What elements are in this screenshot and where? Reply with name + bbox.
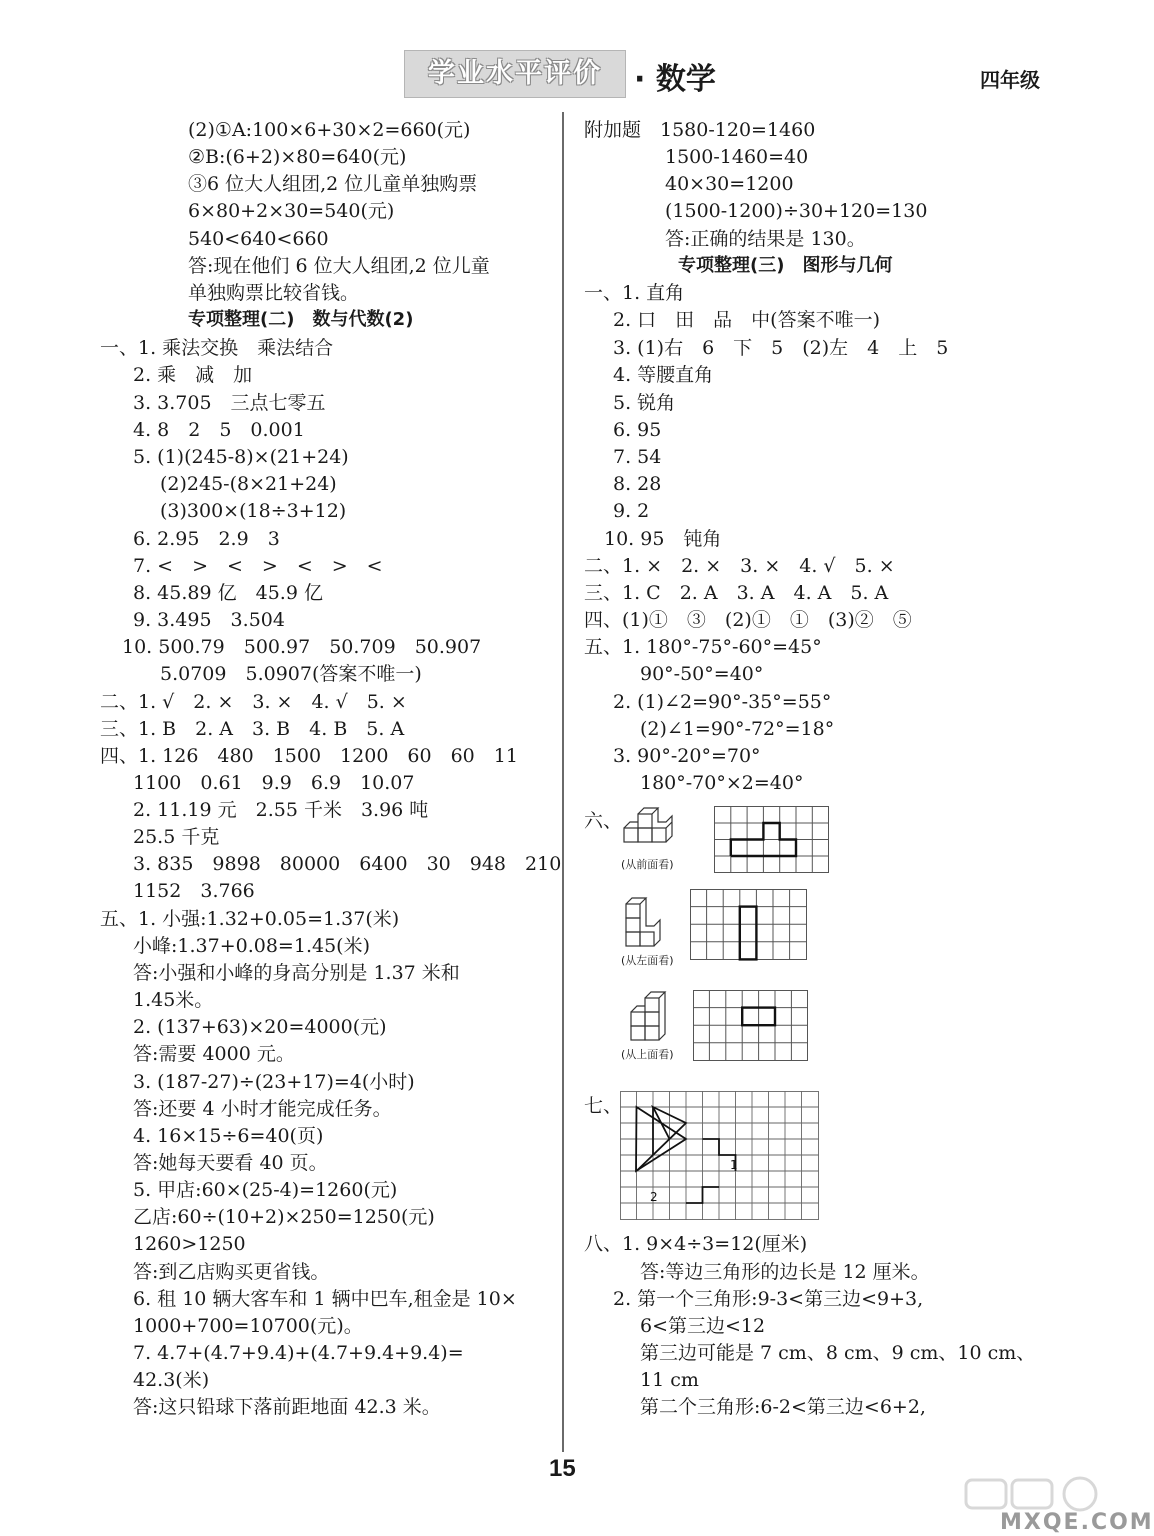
answer-line: 2. (1)∠2=90°-35°=55° xyxy=(613,691,832,713)
answer-line: 4. 等腰直角 xyxy=(613,364,714,386)
answer-line: 二、1. × 2. × 3. × 4. √ 5. × xyxy=(584,555,895,577)
view-caption: (从上面看) xyxy=(621,1048,674,1061)
answer-line: 乙店:60÷(10+2)×250=1250(元) xyxy=(133,1206,435,1228)
header-grade: 四年级 xyxy=(980,68,1040,92)
answer-line: 6. 2.95 2.9 3 xyxy=(133,528,280,550)
answer-line: 3. (1)右 6 下 5 (2)左 4 上 5 xyxy=(613,337,949,359)
answer-line: 2. 11.19 元 2.55 千米 3.96 吨 xyxy=(133,799,429,821)
answer-line: 5.0709 5.0907(答案不唯一) xyxy=(160,663,422,685)
answer-line: 3. 835 9898 80000 6400 30 948 210 xyxy=(133,853,562,875)
answer-line: 附加题 1580-120=1460 xyxy=(584,119,816,141)
answer-line: 一、1. 直角 xyxy=(584,282,685,304)
answer-line: 7. 54 xyxy=(613,446,662,468)
answer-line: 1100 0.61 9.9 6.9 10.07 xyxy=(133,772,415,794)
answer-line: 3. 90°-20°=70° xyxy=(613,745,761,767)
answer-line: 1260>1250 xyxy=(133,1233,246,1255)
answer-line: 90°-50°=40° xyxy=(640,663,764,685)
answer-line: 第三边可能是 7 cm、8 cm、9 cm、10 cm、 xyxy=(640,1342,1036,1364)
answer-line: 答:需要 4000 元。 xyxy=(133,1043,295,1065)
answer-line: 1500-1460=40 xyxy=(665,146,809,168)
answer-line: 180°-70°×2=40° xyxy=(640,772,804,794)
answer-line: 八、1. 9×4÷3=12(厘米) xyxy=(584,1233,808,1255)
answer-line: (2)245-(8×21+24) xyxy=(160,473,337,495)
answer-line: 2. 第一个三角形:9-3<第三边<9+3, xyxy=(613,1288,924,1310)
answer-line: 1000+700=10700(元)。 xyxy=(133,1315,363,1337)
front-view-grid xyxy=(714,806,830,874)
answer-line: 2. (137+63)×20=4000(元) xyxy=(133,1016,387,1038)
answer-line: 二、1. √ 2. × 3. × 4. √ 5. × xyxy=(100,691,407,713)
answer-line: ③6 位大人组团,2 位儿童单独购票 xyxy=(188,173,478,195)
answer-line: 5. (1)(245-8)×(21+24) xyxy=(133,446,349,468)
transformation-grid xyxy=(620,1091,820,1221)
view-caption: (从左面看) xyxy=(621,954,674,967)
answer-line: 10. 95 钝角 xyxy=(604,528,722,550)
answer-line: 答:等边三角形的边长是 12 厘米。 xyxy=(640,1261,930,1283)
answer-line: 540<640<660 xyxy=(188,228,329,250)
cube-stack-figure xyxy=(624,896,664,950)
answer-line: 五、1. 180°-75°-60°=45° xyxy=(584,636,822,658)
header-subject: · 数学 xyxy=(634,62,716,97)
answer-line: 小峰:1.37+0.08=1.45(米) xyxy=(133,935,370,957)
answer-line: 42.3(米) xyxy=(133,1369,210,1391)
column-divider xyxy=(562,112,564,1452)
answer-line: 三、1. C 2. A 3. A 4. A 5. A xyxy=(584,582,889,604)
answer-line: 一、1. 乘法交换 乘法结合 xyxy=(100,337,334,359)
answer-line: 5. 锐角 xyxy=(613,392,676,414)
answer-line: 7. < > < > < > < xyxy=(133,555,383,577)
answer-line: 三、1. B 2. A 3. B 4. B 5. A xyxy=(100,718,405,740)
section-heading: 专项整理(二) 数与代数(2) xyxy=(188,309,414,330)
answer-line: (2)∠1=90°-72°=18° xyxy=(640,718,835,740)
answer-line: 8. 45.89 亿 45.9 亿 xyxy=(133,582,323,604)
answer-line: 6. 95 xyxy=(613,419,662,441)
answer-line: 10. 500.79 500.97 50.709 50.907 xyxy=(122,636,482,658)
answer-line: 答:还要 4 小时才能完成任务。 xyxy=(133,1098,392,1120)
answer-line: 答:现在他们 6 位大人组团,2 位儿童 xyxy=(188,255,490,277)
answer-line: 四、(1)① ③ (2)① ① (3)② ⑤ xyxy=(584,609,912,631)
left-view-grid xyxy=(690,889,808,961)
section-heading: 专项整理(三) 图形与几何 xyxy=(678,255,893,276)
answer-line: 四、1. 126 480 1500 1200 60 60 11 xyxy=(100,745,518,767)
answer-line: ②B:(6+2)×80=640(元) xyxy=(188,146,407,168)
answer-line: 9. 2 xyxy=(613,500,650,522)
answer-line: 5. 甲店:60×(25-4)=1260(元) xyxy=(133,1179,398,1201)
answer-line: 8. 28 xyxy=(613,473,662,495)
watermark-text: MXQE.COM xyxy=(1000,1510,1154,1535)
answer-line: (2)①A:100×6+30×2=660(元) xyxy=(188,119,471,141)
answer-line: 答:到乙店购买更省钱。 xyxy=(133,1261,330,1283)
grid-mark: 2 xyxy=(650,1190,658,1204)
answer-line: 2. 乘 减 加 xyxy=(133,364,253,386)
answer-line: 11 cm xyxy=(640,1369,699,1391)
answer-line: 答:小强和小峰的身高分别是 1.37 米和 xyxy=(133,962,460,984)
answer-line: 单独购票比较省钱。 xyxy=(188,282,360,304)
answer-line: 第二个三角形:6-2<第三边<6+2, xyxy=(640,1396,926,1418)
answer-line: 7. 4.7+(4.7+9.4)+(4.7+9.4+9.4)= xyxy=(133,1342,464,1364)
header-banner: 学业水平评价 xyxy=(404,50,626,98)
answer-line: 4. 8 2 5 0.001 xyxy=(133,419,305,441)
answer-line: 答:这只铅球下落前距地面 42.3 米。 xyxy=(133,1396,441,1418)
answer-line: 25.5 千克 xyxy=(133,826,220,848)
answer-line: (3)300×(18÷3+12) xyxy=(160,500,347,522)
grid-mark: 1 xyxy=(730,1158,738,1172)
answer-line: 五、1. 小强:1.32+0.05=1.37(米) xyxy=(100,908,400,930)
view-caption: (从前面看) xyxy=(621,858,674,871)
page-number: 15 xyxy=(549,1455,576,1482)
answer-line: 4. 16×15÷6=40(页) xyxy=(133,1125,324,1147)
answer-line: 答:她每天要看 40 页。 xyxy=(133,1152,328,1174)
section6-label: 六、 xyxy=(584,810,623,832)
answer-line: 3. 3.705 三点七零五 xyxy=(133,392,326,414)
answer-line: 6. 租 10 辆大客车和 1 辆中巴车,租金是 10× xyxy=(133,1288,517,1310)
top-view-grid xyxy=(693,990,809,1062)
answer-line: 6<第三边<12 xyxy=(640,1315,766,1337)
answer-line: 1.45米。 xyxy=(133,989,214,1011)
answer-line: 6×80+2×30=540(元) xyxy=(188,200,395,222)
answer-line: 9. 3.495 3.504 xyxy=(133,609,285,631)
answer-line: 1152 3.766 xyxy=(133,880,255,902)
answer-line: (1500-1200)÷30+120=130 xyxy=(665,200,928,222)
answer-line: 2. 口 田 品 中(答案不唯一) xyxy=(613,309,880,331)
cube-stack-figure xyxy=(620,808,680,850)
answer-line: 答:正确的结果是 130。 xyxy=(665,228,866,250)
answer-line: 40×30=1200 xyxy=(665,173,794,195)
answer-line: 3. (187-27)÷(23+17)=4(小时) xyxy=(133,1071,415,1093)
cube-stack-figure xyxy=(629,990,673,1044)
section7-label: 七、 xyxy=(584,1095,623,1117)
